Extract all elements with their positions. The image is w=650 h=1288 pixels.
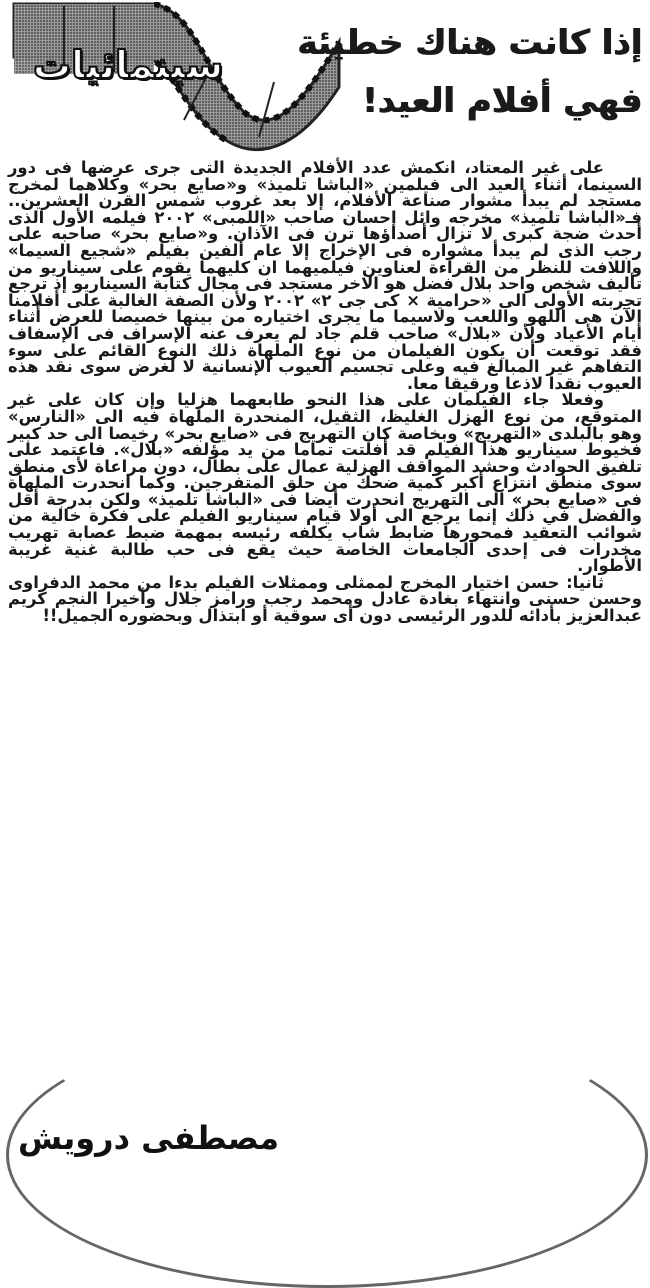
headline-line-2: فهي أفلام العيد! xyxy=(361,81,642,121)
headline xyxy=(297,14,642,130)
section-logo xyxy=(4,2,344,152)
section-logo-text: سينمائيات xyxy=(32,43,224,87)
article-header xyxy=(0,0,650,158)
article-paragraph-3: ثانيا: حسن اختيار المخرج لممثلى وممثلات الفيلم بدءا من محمد الدفراوى وحسن حسنى وانتهاء بغادة عادل ومحمد رجب ورامز جلال وأخيرا النجم كريم عبدالعزيز بأدائه للدور الرئيسى دون أى سوقية أو ابتذال وبحضوره الجميل!! xyxy=(8,572,642,626)
article-body xyxy=(8,160,642,625)
author-signature: مصطفى درويش xyxy=(18,1119,280,1157)
headline-line-1: إذا كانت هناك خطيئة xyxy=(297,23,642,63)
article-paragraph-1: على غير المعتاد، انكمش عدد الأفلام الجديدة التى جرى عرضها فى دور السينما، أثناء العيد الى فيلمين «الباشا تلميذ» و«صايع بحر» وكلاهما لمخرج مستجد لم يبدأ مشوار صناعة الأفلام، إلا بعد غروب شمس القرن العشرين.. فـ«الباشا تلميذ» مخرجه وائل إحسان صاحب «اللمبى» ٢٠٠٢ فيلمه الأول الذى أحدث ضجة كبرى لا تزال أصداؤها ترن فى الآذان. و«صايع بحر» صاحبه على رجب الذى لم يبدأ مشواره فى الإخراج إلا عام ألفين بفيلم «شجيع السيما» واللافت للنظر من القراءة لعناوين فيلميهما ان كليهما يقوم على سيناريو من تأليف شخص واحد بلال فضل هو الاخر مستجد فى مجال كتابة السيناريو إذ ترجع تجربته الأولى الى «حرامية × كى جى ٢» ٢٠٠٢ ولأن الصفة الغالبة على أفلامنا الآن هى اللهو واللعب ولاسيما ما يجرى اختياره من بينها خصيصا للعرض أثناء أيام الأعياد ولأن «بلال» صاحب قلم جاد لم يعرف عنه الإسراف فى الإسفاف فقد توقعت أن يكون الفيلمان من نوع الملهاة ذلك النوع القائم على سوء التفاهم غير المبالغ فيه وعلى تجسيم العيوب الإنسانية لا لغرض سوى نقد هذه العيوب نقدا لاذعا ورقيقا معا. xyxy=(8,158,642,393)
article-paragraph-2: وفعلا جاء الفيلمان على هذا النحو طابعهما هزليا وإن كان على غير المتوقع، من نوع الهزل الغليظ، الثقيل، المنحدرة الملهاة فيه الى «النارس» وهو بالبلدى «التهريج» وبخاصة كان التهريج فى «صايع بحر» رخيصا الى حد كبير فخيوط سيناريو هذا الفيلم قد أفلتت تماما من يد مؤلفه «بلال». فاعتمد على تلفيق الحوادث وحشد المواقف الهزلية عمال على بطال، دون مراعاة لأى منطق سوى منطق انتزاع أكبر كمية ضحك من حلق المتفرجين. وكما انحدرت الملهاة فى «صايع بحر» الى التهريج انحدرت أيضا فى «الباشا تلميذ» ولكن بدرجة أقل والفضل في ذلك إنما يرجع الى أولا قيام سيناريو الفيلم على فكرة خالية من شوائب التعقيد فمحورها ضابط شاب يكلفه رئيسه بمهمة ضبط عصابة تهريب مخدرات فى إحدى الجامعات الخاصة حيث يقع فى حب طالبة غنية غريبة الأطوار. xyxy=(8,390,642,576)
